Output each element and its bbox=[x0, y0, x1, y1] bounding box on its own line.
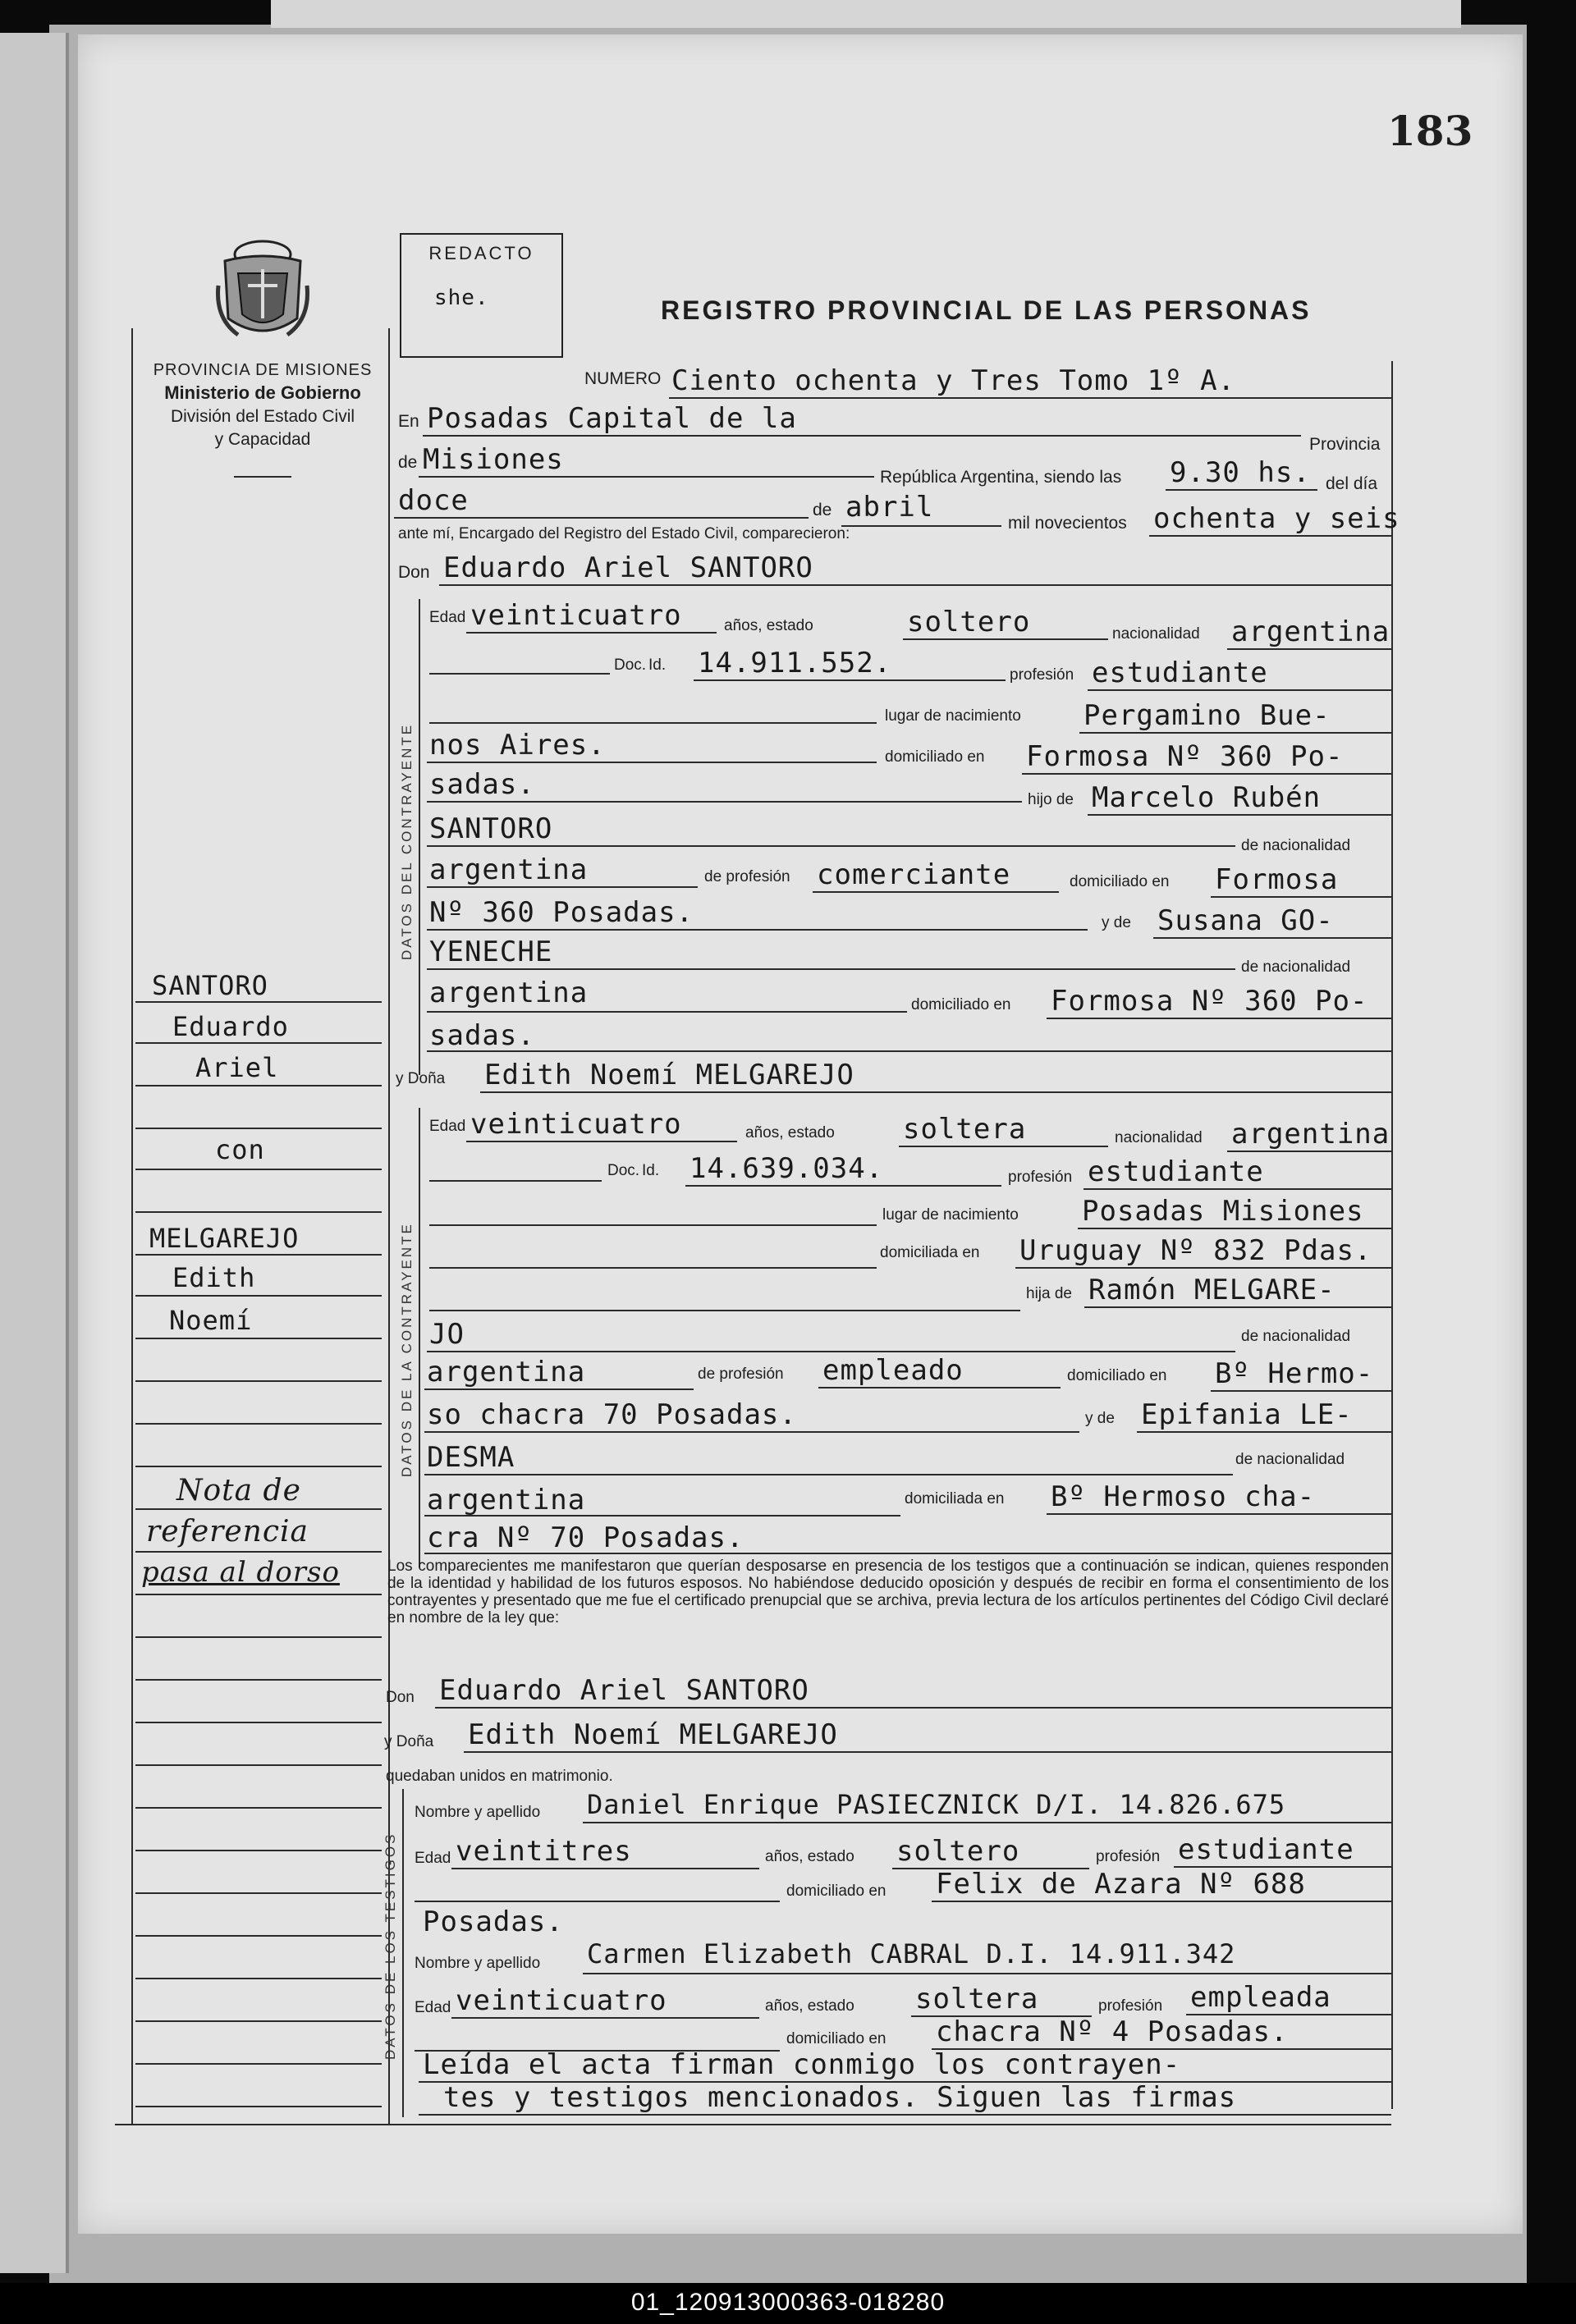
hijo-label: hijo de bbox=[1028, 791, 1074, 808]
contrayente1-lugar-1: Pergamino Bue- bbox=[1084, 699, 1331, 732]
padre-domicilio-label: domiciliado en bbox=[1070, 873, 1170, 890]
field-line bbox=[427, 762, 877, 763]
madre-domicilio-label: domiciliado en bbox=[911, 996, 1011, 1013]
field-line bbox=[415, 1901, 780, 1902]
field-line bbox=[429, 1224, 877, 1226]
contrayente2-madre-1: Epifania LE- bbox=[1141, 1398, 1353, 1431]
contrayente1-madre-nacionalidad: argentina bbox=[429, 977, 589, 1009]
margin-line bbox=[135, 1594, 382, 1595]
margin-line bbox=[135, 1892, 382, 1894]
t1-edad-label: Edad bbox=[415, 1850, 451, 1867]
division-line-2: y Capacidad bbox=[214, 430, 311, 449]
t2-edad: veinticuatro bbox=[456, 1984, 667, 2017]
section-bracket-2 bbox=[419, 1108, 420, 1567]
ministry-heading: Ministerio de Gobierno bbox=[164, 382, 361, 403]
de-value: Misiones bbox=[423, 443, 564, 476]
contrayente1-padre-domicilio-1: Formosa bbox=[1215, 863, 1339, 896]
cierre-linea-1: Leída el acta firman conmigo los contrayen- bbox=[423, 2048, 1181, 2081]
hija-label: hija de bbox=[1026, 1285, 1072, 1302]
margin-line bbox=[135, 1169, 382, 1170]
field-line bbox=[1084, 1306, 1391, 1308]
profesion-label: profesión bbox=[1010, 666, 1074, 684]
field-line bbox=[903, 638, 1108, 640]
contrayente2-profesion: estudiante bbox=[1088, 1155, 1264, 1188]
field-line bbox=[1088, 814, 1391, 816]
hora-value: 9.30 hs. bbox=[1170, 456, 1311, 489]
contrayente2-padre-1: Ramón MELGARE- bbox=[1088, 1274, 1335, 1306]
field-line bbox=[480, 1091, 1391, 1093]
numero-value: Ciento ochenta y Tres Tomo 1º A. bbox=[671, 364, 1236, 397]
margin-line bbox=[135, 1338, 382, 1339]
t1-domiciliado-label: domiciliado en bbox=[786, 1883, 886, 1900]
doc-label-2: Doc. bbox=[607, 1162, 640, 1179]
de-label: de bbox=[398, 453, 418, 472]
contrayente1-nombre: Eduardo Ariel SANTORO bbox=[443, 551, 813, 584]
t1-estado: soltero bbox=[896, 1835, 1020, 1868]
field-line bbox=[427, 929, 1088, 931]
contrayente1-domicilio-2: sadas. bbox=[429, 768, 535, 801]
page-number: 183 bbox=[1387, 107, 1473, 155]
field-line bbox=[424, 1431, 1079, 1433]
don-label: Don bbox=[398, 563, 430, 582]
field-line bbox=[1078, 1228, 1391, 1229]
contrayente2-padre-domicilio-1: Bº Hermo- bbox=[1215, 1357, 1374, 1390]
field-line bbox=[429, 722, 877, 724]
stamp-label: REDACTO bbox=[428, 243, 534, 263]
contrayente1-madre-1: Susana GO- bbox=[1157, 904, 1334, 937]
anios-label: años, estado bbox=[724, 617, 813, 634]
field-line bbox=[1149, 535, 1391, 537]
field-line bbox=[694, 679, 1006, 681]
margin-line bbox=[135, 1211, 382, 1213]
doc-label: Doc. bbox=[614, 656, 647, 674]
margin-note-nombre: Eduardo bbox=[172, 1011, 289, 1042]
field-line bbox=[899, 1146, 1108, 1147]
anios-label-2: años, estado bbox=[745, 1124, 835, 1141]
field-line bbox=[424, 1553, 1391, 1554]
field-line bbox=[435, 1707, 1391, 1709]
margin-note-segundo-nombre: Ariel bbox=[195, 1052, 279, 1083]
field-line bbox=[427, 968, 1235, 970]
decl-don-value: Eduardo Ariel SANTORO bbox=[439, 1674, 809, 1707]
decl-dona-label: y Doña bbox=[384, 1733, 434, 1750]
field-line bbox=[423, 435, 1301, 437]
margin-nota-3: pasa al dorso bbox=[141, 1556, 340, 1589]
t1-anios-label: años, estado bbox=[765, 1848, 854, 1865]
domiciliado-label: domiciliado en bbox=[885, 748, 985, 766]
stamp-initials: she. bbox=[434, 286, 489, 310]
margin-line bbox=[131, 328, 133, 2125]
padre-domicilio-label-2: domiciliado en bbox=[1067, 1367, 1167, 1384]
nacionalidad-label: nacionalidad bbox=[1112, 625, 1200, 643]
field-line bbox=[394, 517, 809, 519]
contrayente1-domicilio-1: Formosa Nº 360 Po- bbox=[1026, 740, 1344, 773]
mes-value: abril bbox=[845, 491, 934, 524]
field-line bbox=[451, 2017, 759, 2019]
declaracion-text: Los comparecientes me manifestaron que querían desposarse en presencia de los testigos que a continuación se indican, quienes responden de la identidad y habilidad de los futuros esposos. No habiéndose deducido oposición y después de recibir en forma el consentimiento de los contrayentes y presentado que me fue el certificado prenupcial que se archiva, previa lectura de los artículos pertinentes del Código Civil declaré en nombre de la ley que: bbox=[387, 1558, 1389, 1626]
contrayente1-padre-profesion: comerciante bbox=[817, 858, 1011, 891]
field-line bbox=[451, 1868, 759, 1869]
anio-value: ochenta y seis bbox=[1153, 502, 1400, 535]
field-line bbox=[841, 525, 1001, 527]
margin-line bbox=[135, 1850, 382, 1851]
edad-label-2: Edad bbox=[429, 1118, 466, 1135]
margin-note-nombre-2: Edith bbox=[172, 1262, 256, 1293]
field-line bbox=[1047, 1018, 1391, 1019]
field-line bbox=[424, 1474, 1233, 1475]
contrayente2-madre-nacionalidad: argentina bbox=[427, 1484, 586, 1517]
margin-line bbox=[135, 1935, 382, 1937]
contrayente1-nacionalidad: argentina bbox=[1231, 615, 1390, 648]
margin-nota-2: referencia bbox=[146, 1515, 309, 1549]
contrayente1-padre-1: Marcelo Rubén bbox=[1092, 781, 1322, 814]
margin-line bbox=[135, 1978, 382, 1979]
field-line bbox=[813, 891, 1059, 893]
t2-estado: soltera bbox=[915, 1983, 1039, 2015]
contrayente1-estado: soltero bbox=[907, 606, 1031, 638]
contrayente1-padre-domicilio-2: Nº 360 Posadas. bbox=[429, 896, 694, 929]
margin-line bbox=[135, 1722, 382, 1723]
field-line bbox=[1015, 1267, 1391, 1269]
contrayente1-profesion: estudiante bbox=[1092, 656, 1268, 689]
de-profesion-label-2: de profesión bbox=[698, 1366, 784, 1383]
contrayente2-madre-domicilio-1: Bº Hermoso cha- bbox=[1051, 1480, 1316, 1513]
contrayente2-lugar: Posadas Misiones bbox=[1082, 1195, 1364, 1228]
field-line bbox=[1137, 1431, 1391, 1433]
section-label-contrayente: DATOS DEL CONTRAYENTE bbox=[399, 722, 415, 960]
republica-label: República Argentina, siendo las bbox=[880, 468, 1122, 487]
contrayente2-nacionalidad: argentina bbox=[1231, 1118, 1390, 1151]
field-line bbox=[466, 1141, 737, 1142]
lugar-label: lugar de nacimiento bbox=[885, 707, 1021, 725]
contrayente2-doc: 14.639.034. bbox=[690, 1152, 884, 1185]
profesion-label-2: profesión bbox=[1008, 1169, 1073, 1186]
contrayente2-nombre: Edith Noemí MELGAREJO bbox=[484, 1059, 854, 1091]
cierre-linea-2: tes y testigos mencionados. Siguen las firmas bbox=[443, 2081, 1237, 2114]
field-line bbox=[818, 1387, 1061, 1388]
margin-line bbox=[135, 2020, 382, 2022]
margin-line bbox=[135, 1466, 382, 1467]
en-label: En bbox=[398, 412, 419, 431]
field-line bbox=[429, 1267, 877, 1269]
contrayente1-madre-domicilio-2: sadas. bbox=[429, 1019, 535, 1052]
decl-dona-value: Edith Noemí MELGAREJO bbox=[468, 1718, 838, 1751]
de-nacionalidad-label-3: de nacionalidad bbox=[1241, 1328, 1351, 1345]
provincial-crest-icon bbox=[213, 236, 312, 347]
province-heading: PROVINCIA DE MISIONES bbox=[153, 361, 373, 379]
margin-note-apellido: SANTORO bbox=[152, 970, 268, 1001]
section-bracket-3 bbox=[402, 1789, 404, 2117]
field-line bbox=[429, 673, 610, 675]
section-bracket bbox=[419, 599, 420, 1075]
t1-domicilio-1: Felix de Azara Nº 688 bbox=[936, 1868, 1306, 1901]
contrayente1-padre-nacionalidad: argentina bbox=[429, 853, 589, 886]
margin-line bbox=[135, 1807, 382, 1809]
field-line bbox=[1211, 896, 1391, 898]
field-line bbox=[464, 1751, 1391, 1753]
divider bbox=[234, 476, 291, 478]
field-line bbox=[427, 845, 1235, 847]
field-line bbox=[439, 584, 1391, 586]
margin-line bbox=[135, 1128, 382, 1129]
contrayente1-madre-2: YENECHE bbox=[429, 936, 553, 968]
t1-profesion: estudiante bbox=[1178, 1833, 1354, 1866]
margin-note-segundo-nombre-2: Noemí bbox=[169, 1305, 253, 1336]
madre-domicilio-label-2: domiciliada en bbox=[905, 1490, 1005, 1507]
book-spine-edge bbox=[0, 33, 69, 2273]
field-line bbox=[429, 1310, 1020, 1311]
de-nacionalidad-label-4: de nacionalidad bbox=[1235, 1451, 1345, 1468]
margin-line bbox=[135, 1636, 382, 1638]
field-line bbox=[429, 1180, 602, 1182]
field-line bbox=[669, 397, 1391, 399]
margin-line bbox=[135, 1001, 382, 1003]
provincia-label: Provincia bbox=[1309, 435, 1381, 454]
margin-nota-1: Nota de bbox=[176, 1474, 301, 1507]
section-label-testigos: DATOS DE LOS TESTIGOS bbox=[383, 1832, 398, 2060]
contrayente1-padre-2: SANTORO bbox=[429, 812, 553, 845]
del-dia-label: del día bbox=[1326, 474, 1378, 493]
field-line bbox=[1227, 1151, 1391, 1152]
field-line bbox=[427, 1351, 1235, 1352]
field-line bbox=[1211, 1390, 1391, 1392]
de-nacionalidad-label: de nacionalidad bbox=[1241, 837, 1351, 854]
margin-line bbox=[135, 1085, 382, 1087]
t1-domicilio-2: Posadas. bbox=[423, 1905, 564, 1938]
contrayente2-padre-profesion: empleado bbox=[822, 1354, 964, 1387]
field-line bbox=[1166, 489, 1317, 491]
section-label-contrayente-2: DATOS DE LA CONTRAYENTE bbox=[399, 1222, 415, 1477]
field-line bbox=[1227, 648, 1391, 650]
field-line bbox=[419, 2114, 1391, 2116]
margin-line bbox=[135, 1295, 382, 1297]
t1-profesion-label: profesión bbox=[1096, 1848, 1161, 1865]
contrayente2-padre-nacionalidad: argentina bbox=[427, 1356, 586, 1388]
margin-line bbox=[135, 1679, 382, 1681]
ante-text: ante mí, Encargado del Registro del Estado Civil, comparecieron: bbox=[398, 525, 850, 542]
margin-line bbox=[135, 2063, 382, 2065]
de-mes-label: de bbox=[813, 501, 832, 519]
lugar-label-2: lugar de nacimiento bbox=[882, 1206, 1019, 1224]
de-profesion-label: de profesión bbox=[704, 868, 790, 885]
redacto-stamp bbox=[400, 233, 563, 358]
domiciliada-label: domiciliada en bbox=[880, 1244, 980, 1261]
contrayente2-madre-2: DESMA bbox=[427, 1441, 515, 1474]
t1-nombre-label: Nombre y apellido bbox=[415, 1804, 541, 1821]
margin-line bbox=[135, 1380, 382, 1382]
t2-nombre: Carmen Elizabeth CABRAL D.I. 14.911.342 bbox=[587, 1938, 1236, 1969]
t1-nombre: Daniel Enrique PASIECZNICK D/I. 14.826.675 bbox=[587, 1789, 1286, 1820]
field-line bbox=[583, 1822, 1391, 1823]
margin-line bbox=[135, 1508, 382, 1510]
y-de-label-2: y de bbox=[1085, 1410, 1115, 1427]
t2-domicilio: chacra Nº 4 Posadas. bbox=[936, 2015, 1289, 2048]
contrayente2-edad: veinticuatro bbox=[470, 1108, 682, 1141]
margin-line bbox=[135, 2106, 382, 2107]
numero-label: NUMERO bbox=[584, 369, 662, 388]
document-title: REGISTRO PROVINCIAL DE LAS PERSONAS bbox=[661, 295, 1312, 325]
field-line bbox=[685, 1185, 1001, 1187]
decl-don-label: Don bbox=[386, 1689, 415, 1706]
contrayente1-madre-domicilio-1: Formosa Nº 360 Po- bbox=[1051, 985, 1368, 1018]
field-line bbox=[427, 1050, 1391, 1052]
dona-label: y Doña bbox=[396, 1070, 446, 1087]
field-line bbox=[424, 1515, 900, 1517]
margin-line bbox=[135, 1254, 382, 1256]
doc-tipo-2: Id. bbox=[642, 1162, 660, 1179]
nacionalidad-label-2: nacionalidad bbox=[1115, 1129, 1203, 1146]
division-line-1: División del Estado Civil bbox=[170, 407, 355, 426]
field-line bbox=[1022, 773, 1391, 775]
doc-tipo: Id. bbox=[648, 656, 667, 674]
image-identifier: 01_120913000363-018280 bbox=[630, 2289, 946, 2316]
t1-edad: veintitres bbox=[456, 1835, 632, 1868]
field-line bbox=[1153, 937, 1391, 939]
t2-profesion-label: profesión bbox=[1098, 1997, 1163, 2015]
contrayente2-padre-domicilio-2: so chacra 70 Posadas. bbox=[427, 1398, 797, 1431]
t2-nombre-label: Nombre y apellido bbox=[415, 1955, 541, 1972]
field-line bbox=[1079, 732, 1391, 734]
contrayente1-lugar-2: nos Aires. bbox=[429, 729, 606, 762]
field-line bbox=[583, 1973, 1391, 1974]
field-line bbox=[1047, 1513, 1391, 1515]
contrayente2-madre-domicilio-2: cra Nº 70 Posadas. bbox=[427, 1521, 744, 1554]
field-line bbox=[427, 1011, 907, 1013]
field-line bbox=[427, 886, 698, 888]
y-de-label: y de bbox=[1102, 914, 1131, 931]
contrayente2-estado: soltera bbox=[903, 1113, 1027, 1146]
contrayente1-edad: veinticuatro bbox=[470, 599, 682, 632]
right-frame-line bbox=[1391, 361, 1393, 2109]
field-line bbox=[932, 1901, 1391, 1902]
t2-profesion: empleada bbox=[1190, 1981, 1331, 2014]
quedaban-text: quedaban unidos en matrimonio. bbox=[386, 1768, 613, 1785]
field-line bbox=[427, 801, 1022, 803]
contrayente2-domicilio: Uruguay Nº 832 Pdas. bbox=[1019, 1234, 1372, 1267]
next-page-edge bbox=[271, 0, 1461, 28]
edad-label: Edad bbox=[429, 609, 466, 626]
t2-edad-label: Edad bbox=[415, 1999, 451, 2016]
margin-line bbox=[135, 1551, 382, 1553]
en-value: Posadas Capital de la bbox=[427, 402, 797, 435]
mil-label: mil novecientos bbox=[1008, 514, 1127, 533]
field-line bbox=[1088, 689, 1391, 691]
contrayente1-doc: 14.911.552. bbox=[698, 647, 892, 679]
t2-domiciliado-label: domiciliado en bbox=[786, 2030, 886, 2047]
dia-value: doce bbox=[398, 484, 469, 517]
field-line bbox=[424, 1388, 694, 1390]
margin-note-apellido-2: MELGAREJO bbox=[149, 1223, 300, 1254]
t2-anios-label: años, estado bbox=[765, 1997, 854, 2015]
margin-line bbox=[135, 1042, 382, 1044]
bottom-frame-line bbox=[115, 2124, 1391, 2125]
margin-note-con: con bbox=[215, 1134, 265, 1165]
margin-line bbox=[135, 1764, 382, 1766]
field-line bbox=[419, 476, 874, 478]
de-nacionalidad-label-2: de nacionalidad bbox=[1241, 958, 1351, 976]
field-line bbox=[466, 632, 717, 634]
contrayente2-padre-2: JO bbox=[429, 1318, 465, 1351]
margin-line bbox=[135, 1423, 382, 1425]
field-line bbox=[1084, 1188, 1391, 1190]
